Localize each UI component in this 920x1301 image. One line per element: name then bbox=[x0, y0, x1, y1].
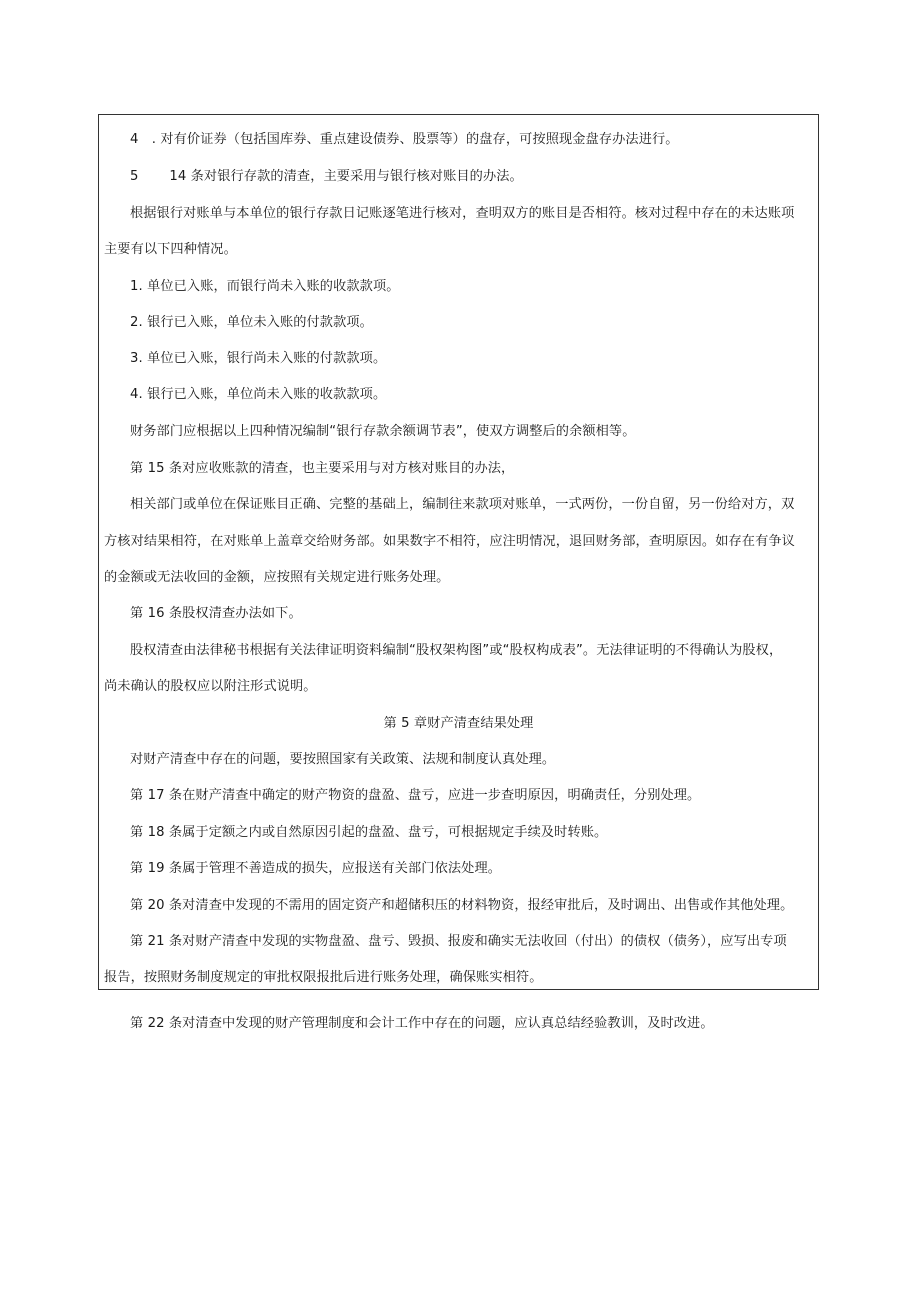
paragraph-article-18: 第 18 条属于定额之内或自然原因引起的盘盈、盘亏，可根据规定手续及时转账。 bbox=[130, 825, 608, 840]
paragraph-article-19: 第 19 条属于管理不善造成的损失，应报送有关部门依法处理。 bbox=[130, 861, 502, 876]
paragraph-receivables-line-1: 相关部门或单位在保证账目正确、完整的基础上，编制往来款项对账单，一式两份，一份自留，另一份给对方，双 bbox=[130, 497, 795, 512]
paragraph-article-14: 5 14 条对银行存款的清查，主要采用与银行核对账目的办法。 bbox=[130, 169, 523, 184]
list-item-2: 2. 银行已入账，单位未入账的付款款项。 bbox=[130, 315, 373, 330]
list-item-3: 3. 单位已入账，银行尚未入账的付款款项。 bbox=[130, 351, 387, 366]
paragraph-bank-reconciliation-line-1: 根据银行对账单与本单位的银行存款日记账逐笔进行核对，查明双方的账目是否相符。核对过程中存在的未达账项 bbox=[130, 206, 795, 221]
paragraph-article-21-line-2: 报告，按照财务制度规定的审批权限报批后进行账务处理，确保账实相符。 bbox=[104, 970, 543, 985]
paragraph-article-16: 第 16 条股权清查办法如下。 bbox=[130, 606, 302, 621]
paragraph-equity-line-2: 尚未确认的股权应以附注形式说明。 bbox=[104, 679, 317, 694]
paragraph-receivables-line-2: 方核对结果相符，在对账单上盖章交给财务部。如果数字不相符，应注明情况，退回财务部，查明原因。如存在有争议 bbox=[104, 534, 795, 549]
paragraph-bank-reconciliation-line-2: 主要有以下四种情况。 bbox=[104, 242, 237, 257]
paragraph-article-17: 第 17 条在财产清查中确定的财产物资的盘盈、盘亏，应进一步查明原因，明确责任，分别处理。 bbox=[130, 788, 701, 803]
paragraph-article-20: 第 20 条对清查中发现的不需用的固定资产和超储积压的材料物资，报经审批后，及时调出、出售或作其他处理。 bbox=[130, 898, 794, 913]
paragraph-handling-issues: 对财产清查中存在的问题，要按照国家有关政策、法规和制度认真处理。 bbox=[130, 752, 556, 767]
list-item-1: 1. 单位已入账，而银行尚未入账的收款款项。 bbox=[130, 279, 400, 294]
paragraph-equity-line-1: 股权清查由法律秘书根据有关法律证明资料编制“股权架构图”或“股权构成表”。无法律证明的不得确认为股权， bbox=[130, 643, 783, 658]
list-item-4: 4. 银行已入账，单位尚未入账的收款款项。 bbox=[130, 387, 387, 402]
paragraph-receivables-line-3: 的金额或无法收回的金额，应按照有关规定进行账务处理。 bbox=[104, 570, 450, 585]
paragraph-article-21-line-1: 第 21 条对财产清查中发现的实物盘盈、盘亏、毁损、报废和确实无法收回（付出）的债权（债务），应写出专项 bbox=[130, 934, 787, 949]
paragraph-securities-inventory: 4 . 对有价证券（包括国库券、重点建设债券、股票等）的盘存，可按照现金盘存办法进行。 bbox=[130, 132, 679, 147]
chapter-5-heading: 第 5 章财产清查结果处理 bbox=[383, 716, 534, 731]
paragraph-article-22: 第 22 条对清查中发现的财产管理制度和会计工作中存在的问题，应认真总结经验教训，及时改进。 bbox=[130, 1016, 714, 1031]
paragraph-reconciliation-statement: 财务部门应根据以上四种情况编制“银行存款余额调节表”，使双方调整后的余额相等。 bbox=[130, 424, 636, 439]
paragraph-article-15: 第 15 条对应收账款的清查，也主要采用与对方核对账目的办法， bbox=[130, 461, 515, 476]
